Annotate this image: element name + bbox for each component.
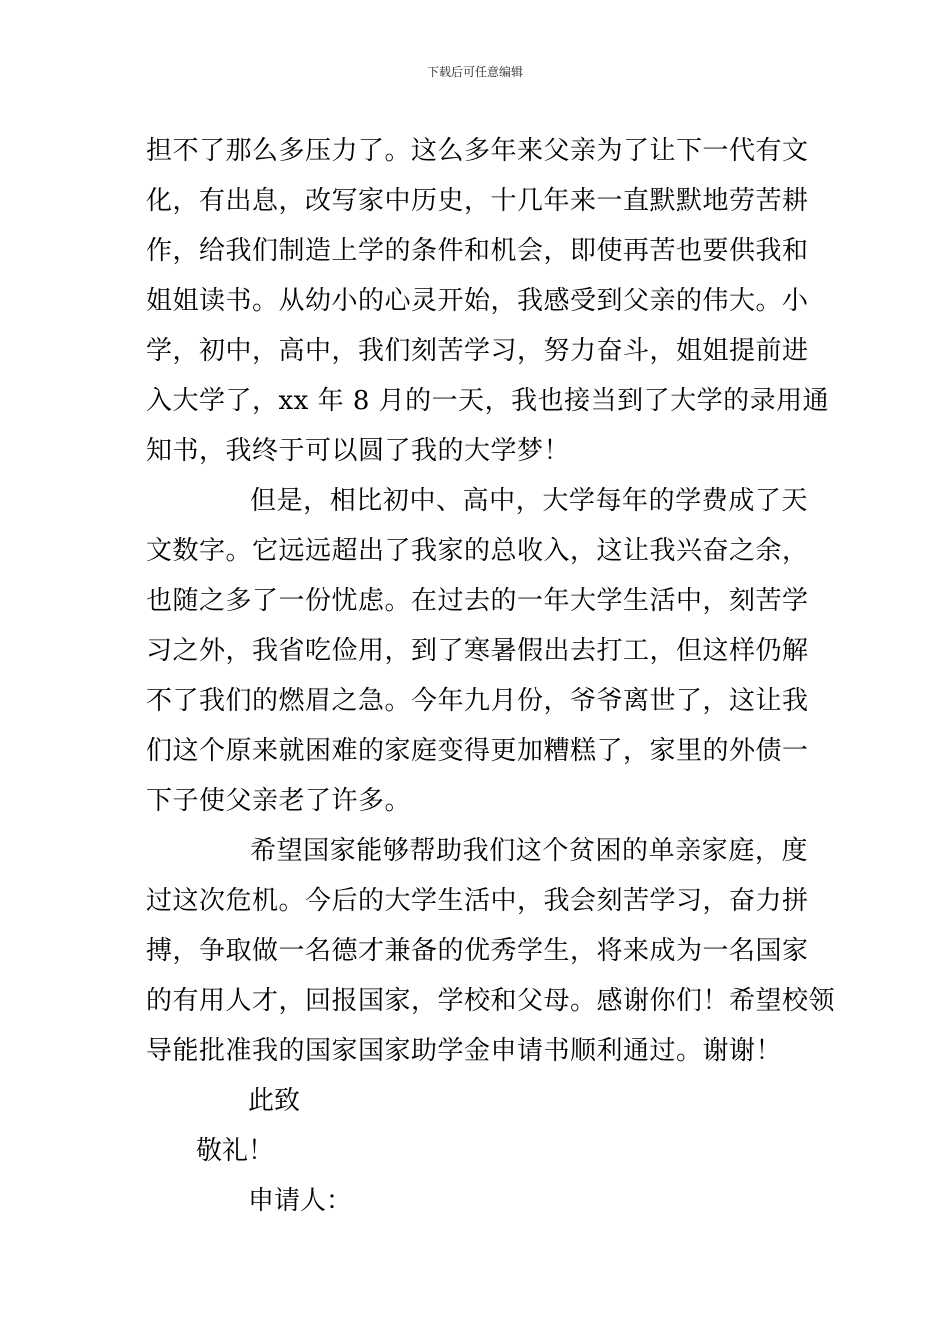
closing-jing-li: 敬礼！ — [196, 1136, 275, 1166]
text-line: 下子使父亲老了许多。 — [146, 786, 412, 816]
text-line: 文数字。它远远超出了我家的总收入，这让我兴奋之余， — [146, 536, 809, 566]
text-line: 的有用人才，回报国家，学校和父母。感谢你们！希望校领 — [146, 986, 836, 1016]
text-line: 入大学了，xx 年 8 月的一天，我也接当到了大学的录用通 — [146, 386, 830, 416]
text-line: 化，有出息，改写家中历史，十几年来一直默默地劳苦耕 — [146, 186, 809, 216]
text-line: 也随之多了一份忧虑。在过去的一年大学生活中，刻苦学 — [146, 586, 809, 616]
text-line: 希望国家能够帮助我们这个贫困的单亲家庭，度 — [250, 836, 808, 866]
text-line: 作，给我们制造上学的条件和机会，即使再苦也要供我和 — [146, 236, 809, 266]
applicant-label: 申请人： — [248, 1186, 353, 1216]
text-line: 知书，我终于可以圆了我的大学梦！ — [146, 436, 571, 466]
text-line: 不了我们的燃眉之急。今年九月份，爷爷离世了，这让我 — [146, 686, 809, 716]
document-body — [146, 126, 836, 1226]
paragraph-3 — [146, 826, 836, 1076]
text-line: 搏，争取做一名德才兼备的优秀学生，将来成为一名国家 — [146, 936, 809, 966]
text-line: 习之外，我省吃俭用，到了寒暑假出去打工，但这样仍解 — [146, 636, 809, 666]
text-line: 导能批准我的国家国家助学金申请书顺利通过。谢谢！ — [146, 1036, 783, 1066]
paragraph-2 — [146, 476, 808, 826]
paragraph-1 — [146, 126, 830, 476]
text-line: 过这次危机。今后的大学生活中，我会刻苦学习，奋力拼 — [146, 886, 809, 916]
closing-ci-zhi: 此致 — [248, 1086, 301, 1116]
text-line: 学，初中，高中，我们刻苦学习，努力奋斗，姐姐提前进 — [146, 336, 809, 366]
text-line: 但是，相比初中、高中，大学每年的学费成了天 — [250, 486, 808, 516]
page-header: 下载后可任意编辑 — [426, 65, 523, 79]
text-line: 们这个原来就困难的家庭变得更加糟糕了，家里的外债一 — [146, 736, 809, 766]
text-line: 姐姐读书。从幼小的心灵开始，我感受到父亲的伟大。小 — [146, 286, 809, 316]
closing-block — [146, 1076, 808, 1226]
text-line: 担不了那么多压力了。这么多年来父亲为了让下一代有文 — [146, 136, 809, 166]
